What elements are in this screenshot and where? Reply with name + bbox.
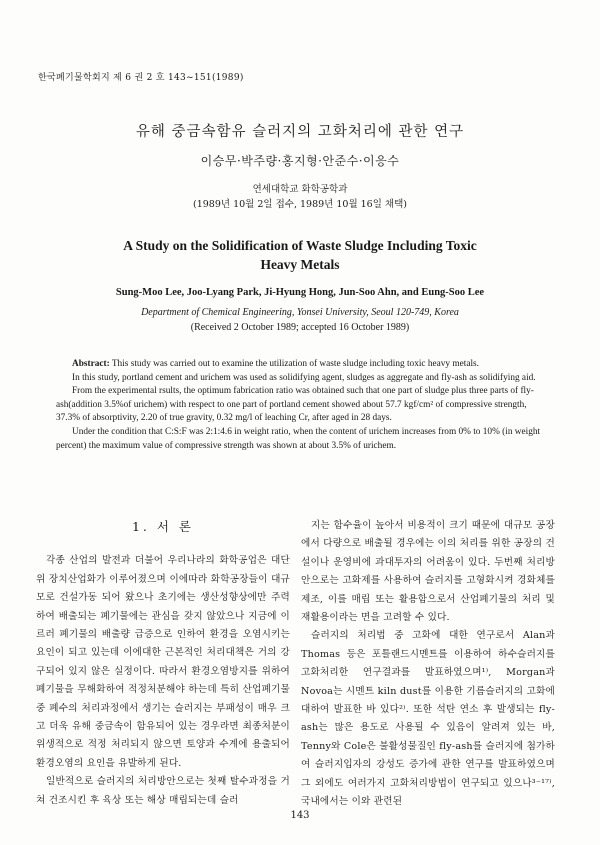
abstract-paragraph: Under the condition that C:S:F was 2:1:4.6 in weight ratio, when the content of urichem increases from 0% to 10% (in weight percent) the maximum value of compressive strength was shown at about 3.5% of urichem. [56,426,541,451]
korean-authors: 이승무·박주량·홍지형·안준수·이응수 [200,154,400,168]
korean-received-date: (1989년 10월 2일 접수, 1989년 10월 16일 채택) [192,199,407,210]
section-heading: 1. 서 론 [131,519,195,534]
english-received-date: (Received 2 October 1989; accepted 16 October 1989) [190,322,410,333]
abstract-label: Abstract: [72,359,110,369]
english-title-line2: Heavy Metals [260,257,340,272]
abstract-paragraph: In this study, portland cement and urichem was used as solidifying agent, sludges as aggregate and fly-ash as solidifying aid. [72,372,536,383]
body-paragraph: 슬러지의 처리법 중 고화에 대한 연구로서 Alan과 Thomas 등은 포틀랜드시멘트를 이용하여 하수슬러지를 고화처리한 연구결과를 발표하였으며¹⁾, Morgan과 Novoa는 시멘트 kiln dust를 이용한 기름슬러지의 고화에 대하여 발표한 바 있다²⁾. 또한 석탄 연소 후 발생되는 fly-ash는 많은 용도로 사용될 수 있음이 알려져 있는 바, Tenny와 Cole은 불활성물질인 fly-ash를 슬러지에 첨가하여 슬러지입자의 강성도 증가에 관한 연구를 발표하였으며 그 외에도 여러가지 고화처리방법이 연구되고 있으나³⁻¹⁷⁾, 국내에서는 이와 관련된 [301,630,556,808]
page-number: 143 [290,810,310,821]
abstract-paragraph [56,358,546,372]
body-paragraph: 일반적으로 슬러지의 처리방안으로는 첫째 탈수과정을 거쳐 건조시킨 후 육상 또는 해상 매립되는데 슬러 [36,776,290,806]
english-title [60,236,540,274]
korean-affiliation: 연세대학교 화학공학과 [252,184,348,195]
right-column [301,517,555,812]
english-authors: Sung-Moo Lee, Joo-Lyang Park, Ji-Hyung Hong, Jun-Soo Ahn, and Eung-Soo Lee [115,287,485,298]
abstract-text: This study was carried out to examine the utilization of waste sludge including toxic heavy metals. [109,359,479,369]
english-title-line1: A Study on the Solidification of Waste Sludge Including Toxic [123,238,477,253]
left-column [36,517,290,810]
body-paragraph: 각종 산업의 발전과 더불어 우리나라의 화학공업은 대단위 장치산업화가 이루어졌으며 이에따라 화학공장들이 대규모로 건설가동 되어 왔으나 초기에는 생산성향상에만 주력하여 배출되는 폐기물에는 관심을 갖지 않았으나 지금에 이르러 폐기물의 배출량 급증으로 인하여 환경을 오염시키는 요인이 되고 있는데 이에대한 근본적인 처리대책은 거의 강구되어 있지 않은 실정이다. 따라서 환경오염방지를 위하여 폐기물을 무해화하여 적정처분해야 하는데 특히 산업폐기물 중 폐수의 처리과정에서 생기는 슬러지는 부패성이 매우 크고 더욱 유해 중금속이 함유되어 있는 경우라면 최종처분이 위생적으로 적정 처리되지 않으면 토양과 수계에 용출되어 환경오염의 요인을 유발하게 된다. [36,555,290,769]
english-affiliation: Department of Chemical Engineering, Yonsei University, Seoul 120-749, Korea [141,307,459,318]
abstract [56,358,546,453]
journal-header: 한국폐기물학회지 제 6 권 2 호 143~151(1989) [38,73,244,83]
body-paragraph: 지는 함수율이 높아서 비용적이 크기 때문에 대규모 공장에서 다량으로 배출될 경우에는 이의 처리를 위한 공장의 건설이나 운영비에 과대투자의 어려움이 있다. 두번째 처리방안으로는 고화제를 사용하여 슬러지를 고형화시켜 경화체를 제조, 이를 매립 또는 활용함으로서 산업폐기물의 처리 및 재활용이라는 면을 고려할 수 있다. [301,520,555,624]
abstract-paragraph: From the experimental rsults, the optimum fabrication ratio was obtained such that one part of sludge plus three parts of fly-ash(addition 3.5%of urichem) with respect to one part of portland cement showed about 57.7 kgf/cm² of compressive strength, 37.3% of absorptivity, 2.20 of true gravity, 0.32 mg/l of leaching Cr, after aged in 28 days. [56,386,534,424]
korean-title: 유해 중금속함유 슬러지의 고화처리에 관한 연구 [135,124,465,140]
